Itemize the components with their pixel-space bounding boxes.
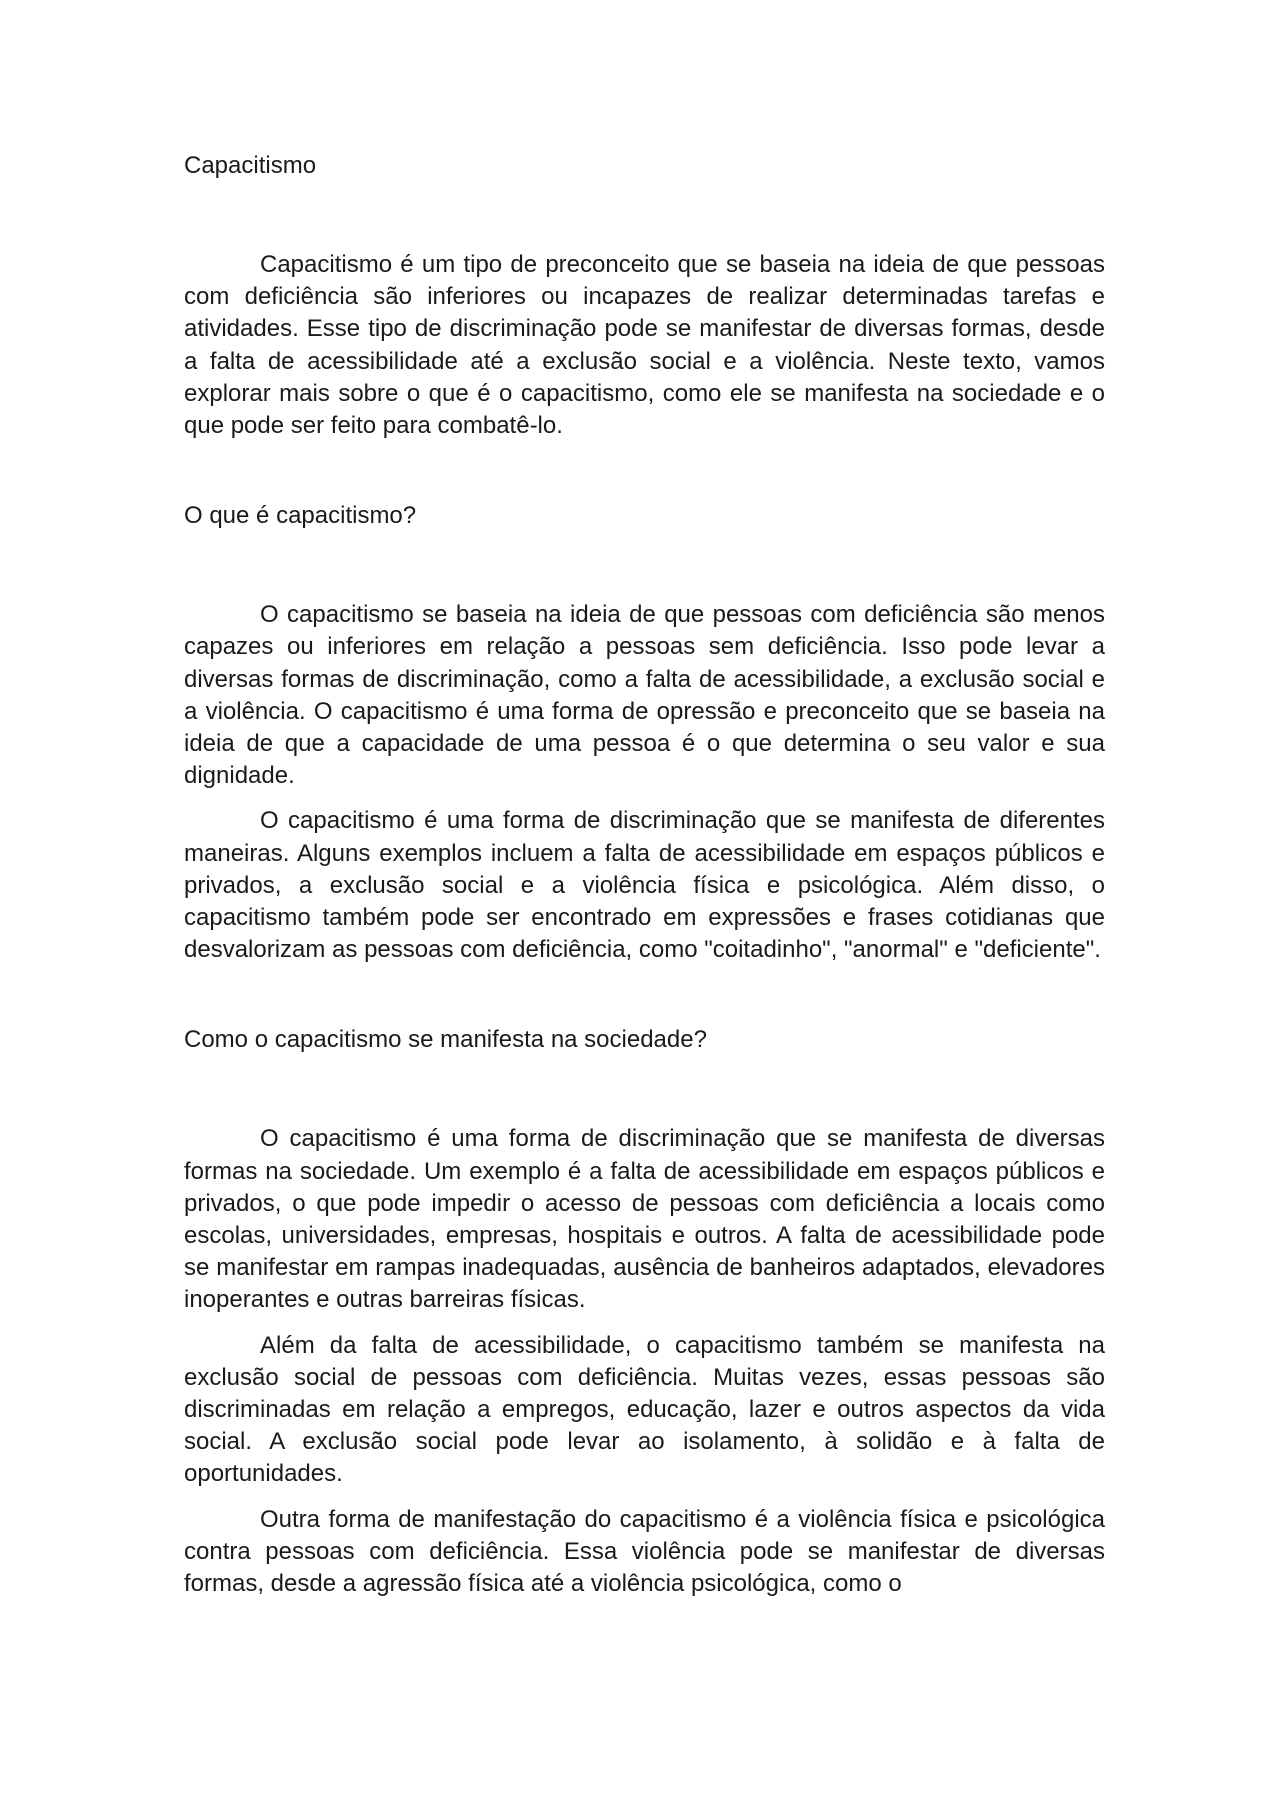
body-paragraph: O capacitismo é uma forma de discriminação que se manifesta de diversas formas na sociedade. Um exemplo é a falta de acessibilidade em espaços públicos e privados, o que pode impedir o acesso de pessoas com deficiência a locais como escolas, universidades, empresas, hospitais e outros. A falta de acessibilidade pode se manifestar em rampas inadequadas, ausência de banheiros adaptados, elevadores inoperantes e outras barreiras físicas. <box>184 1125 1105 1314</box>
body-paragraph: O capacitismo é uma forma de discriminação que se manifesta de diferentes maneiras. Alguns exemplos incluem a falta de acessibilidade em espaços públicos e privados, a exclusão social e a violência física e psicológica. Além disso, o capacitismo também pode ser encontrado em expressões e frases cotidianas que desvalorizam as pessoas com deficiência, como "coitadinho", "anormal" e "deficiente". <box>184 807 1105 964</box>
body-paragraph: Outra forma de manifestação do capacitismo é a violência física e psicológica contra pessoas com deficiência. Essa violência pode se manifestar de diversas formas, desde a agressão física até a violência psicológica, como o <box>184 1505 1105 1598</box>
document-body <box>184 150 1105 1600</box>
body-paragraph: Além da falta de acessibilidade, o capacitismo também se manifesta na exclusão social de pessoas com deficiência. Muitas vezes, essas pessoas são discriminadas em relação a empregos, educação, lazer e outros aspectos da vida social. A exclusão social pode levar ao isolamento, à solidão e à falta de oportunidades. <box>184 1331 1105 1488</box>
body-paragraph: O capacitismo se baseia na ideia de que pessoas com deficiência são menos capazes ou inferiores em relação a pessoas sem deficiência. Isso pode levar a diversas formas de discriminação, como a falta de acessibilidade, a exclusão social e a violência. O capacitismo é uma forma de opressão e preconceito que se baseia na ideia de que a capacidade de uma pessoa é o que determina o seu valor e sua dignidade. <box>184 601 1105 790</box>
section-heading-manifestation: Como o capacitismo se manifesta na sociedade? <box>184 1026 707 1054</box>
document-title: Capacitismo <box>184 152 317 179</box>
intro-paragraph: Capacitismo é um tipo de preconceito que se baseia na ideia de que pessoas com deficiência são inferiores ou incapazes de realizar determinadas tarefas e atividades. Esse tipo de discriminação pode se manifestar de diversas formas, desde a falta de acessibilidade até a exclusão social e a violência. Neste texto, vamos explorar mais sobre o que é o capacitismo, como ele se manifesta na sociedade e o que pode ser feito para combatê-lo. <box>184 251 1105 440</box>
section-heading-what-is: O que é capacitismo? <box>184 502 417 530</box>
